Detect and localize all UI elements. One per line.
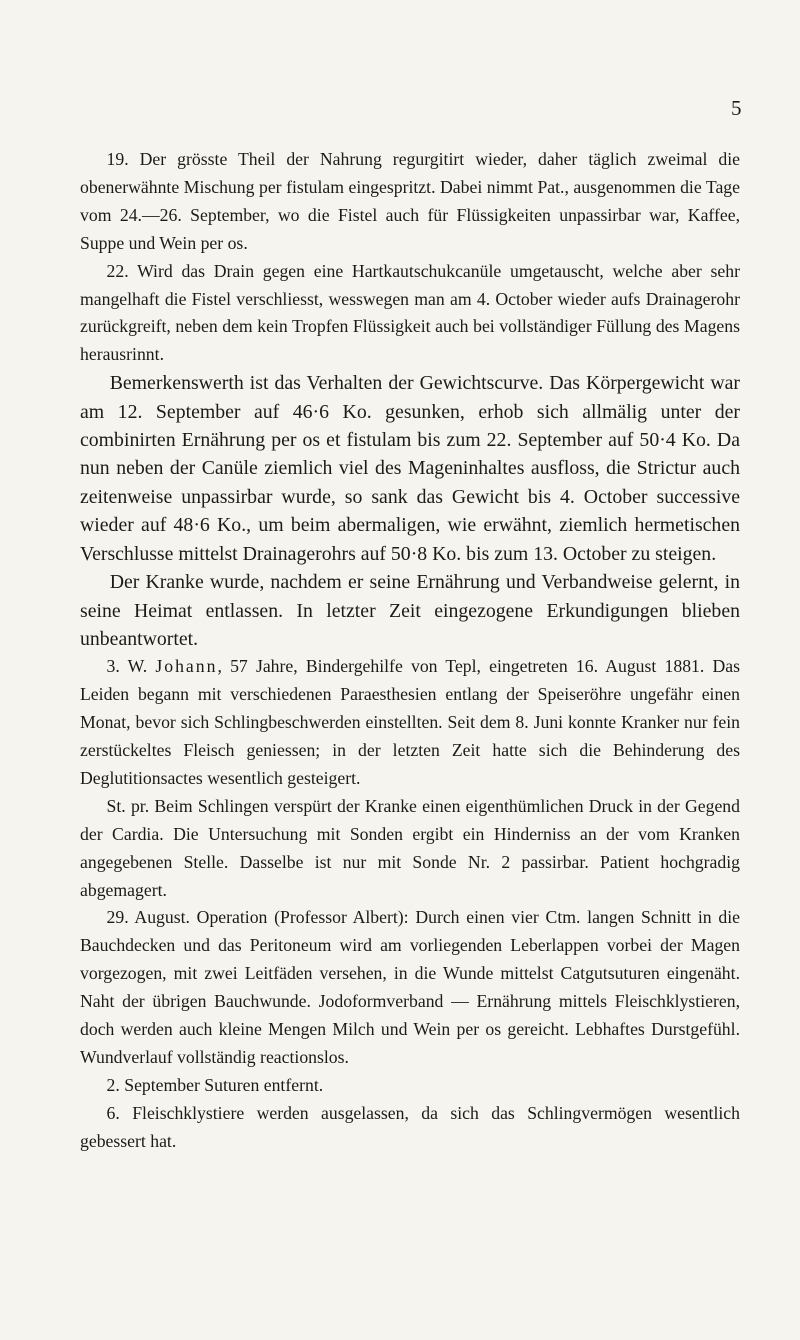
paragraph-status-praesens: St. pr. Beim Schlingen verspürt der Kranke einen eigenthümlichen Druck in der Gegend der Cardia. Die Untersuchung mit Sonden ergibt ein Hinderniss an der vom Kranken angegebenen Stelle. Dasselbe ist nur mit Sonde Nr. 2 passirbar. Patient hochgradig abgemagert.: [80, 795, 740, 900]
paragraph-case-3: [80, 653, 740, 793]
paragraph-discharge: Der Kranke wurde, nachdem er seine Ernährung und Verbandweise gelernt, in seine Heimat entlassen. In letzter Zeit eingezogene Erkundigungen blieben unbeantwortet.: [80, 571, 740, 650]
case-history: , 57 Jahre, Bindergehilfe von Tepl, eingetreten 16. August 1881. Das Leiden begann mit verschiedenen Paraesthesien entlang der Speiseröhre ungefähr einen Monat, bevor sich Schlingbeschwerden einstellten. Seit dem 8. Juni konnte Kranker nur fein zerstückeltes Fleisch geniessen; in der letzten Zeit hatte sich die Behinderung des Deglutitionsactes wesentlich gesteigert.: [80, 656, 740, 788]
paragraph-sept-22: 22. Wird das Drain gegen eine Hartkautschukcanüle umgetauscht, welche aber sehr mangelhaft die Fistel verschliesst, wesswegen man am 4. October wieder aufs Drainagerohr zurückgreift, neben dem kein Tropfen Flüssigkeit auch bei vollständiger Füllung des Magens herausrinnt.: [80, 260, 740, 365]
case-number: 3. W.: [106, 656, 156, 677]
paragraph-enemas-stopped: 6. Fleischklystiere werden ausgelassen, da sich das Schlingvermögen wesentlich gebessert hat.: [80, 1102, 740, 1151]
paragraph-operation: 29. August. Operation (Professor Albert): Durch einen vier Ctm. langen Schnitt in die Bauchdecken und das Peritoneum wird am vorliegenden Leberlappen vorbei der Magen vorgezogen, mit zwei Leitfäden versehen, in die Wunde mittelst Catgutsuturen eingenäht. Naht der übrigen Bauchwunde. Jodoformverband — Ernährung mittels Fleischklystieren, doch werden auch kleine Mengen Milch und Wein per os gereicht. Lebhaftes Durstgefühl. Wundverlauf vollständig reactionslos.: [80, 907, 740, 1067]
text-column: [80, 146, 740, 1156]
patient-name: Johann: [155, 656, 218, 677]
paragraph-sept-19: 19. Der grösste Theil der Nahrung regurgitirt wieder, daher täglich zweimal die obenerwähnte Mischung per fistulam eingespritzt. Dabei nimmt Pat., ausgenommen die Tage vom 24.—26. September, wo die Fistel auch für Flüssigkeiten unpassirbar war, Kaffee, Suppe und Wein per os.: [80, 149, 740, 253]
page-number: 5: [731, 96, 742, 120]
paragraph-sutures-removed: 2. September Suturen entfernt.: [106, 1074, 324, 1095]
paragraph-weight-curve: Bemerkenswerth ist das Verhalten der Gewichtscurve. Das Körpergewicht war am 12. September auf 46·6 Ko. gesunken, erhob sich allmälig unter der combinirten Ernährung per os et fistulam bis zum 22. September auf 50·4 Ko. Da nun neben der Canüle ziemlich viel des Mageninhaltes ausfloss, die Strictur auch zeitenweise unpassirbar wurde, so sank das Gewicht bis 4. October successive wieder auf 48·6 Ko., um beim abermaligen, wie erwähnt, ziemlich hermetischen Verschlusse mittelst Drainagerohrs auf 50·8 Ko. bis zum 13. October zu steigen.: [80, 372, 740, 565]
